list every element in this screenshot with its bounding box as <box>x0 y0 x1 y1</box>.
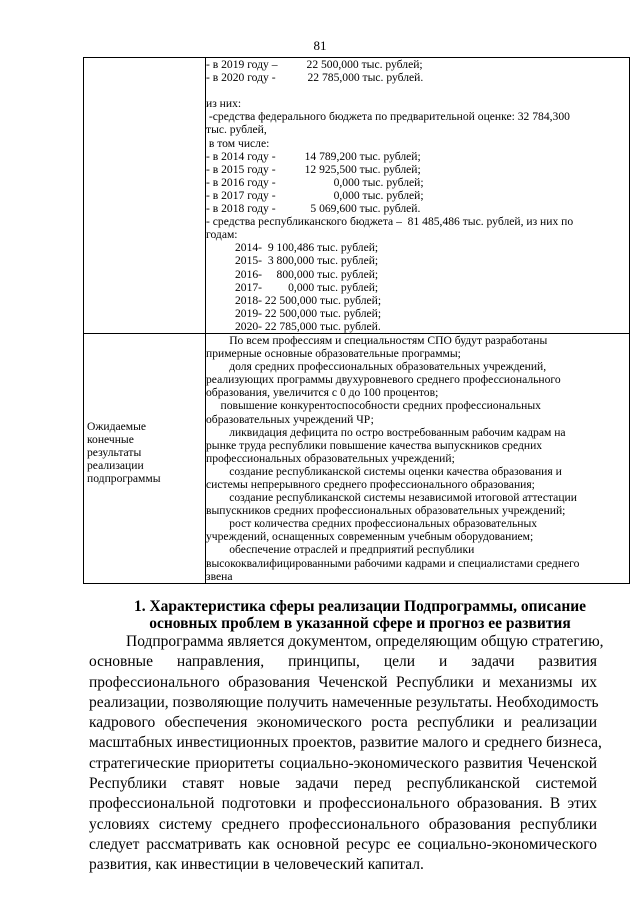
financing-line: тыс. рублей, <box>206 123 267 137</box>
results-label-line: результаты <box>87 446 142 460</box>
results-line: выпускников средних профессиональных образовательных учреждений; <box>206 504 566 518</box>
paragraph-line: профессиональной подготовки и профессионального образования. В этих <box>89 795 597 813</box>
body-paragraph <box>89 632 604 876</box>
paragraph-line: Республики ставят новые задачи перед республиканской системой <box>89 775 597 793</box>
financing-row <box>84 58 630 334</box>
paragraph-line: профессионального образования Чеченской Республики и механизмы их <box>89 673 597 691</box>
financing-line: 2016- 800,000 тыс. рублей; <box>206 267 379 281</box>
financing-line: - в 2014 году - 14 789,200 тыс. рублей; <box>206 149 421 163</box>
results-line: рынке труда республики повышение качества выпускников средних <box>206 438 543 452</box>
results-line: профессиональных образовательных учреждений; <box>206 451 455 465</box>
page-number: 81 <box>313 38 327 53</box>
paragraph-line: реализации, позволяющие получить намеченные результаты. Необходимость <box>89 693 599 711</box>
results-line: высококвалифицированными рабочими кадрами и специалистами среднего <box>206 556 580 570</box>
subprogram-passport-table <box>83 57 630 584</box>
results-line: рост количества средних профессиональных образовательных <box>206 517 538 531</box>
section-heading-line: основных проблем в указанной сфере и прогноз ее развития <box>149 615 571 632</box>
results-label-line: реализации <box>87 459 144 473</box>
results-line: обеспечение отраслей и предприятий республики <box>206 543 475 557</box>
financing-label-cell <box>84 58 206 334</box>
financing-line: 2018- 22 500,000 тыс. рублей; <box>206 293 382 307</box>
financing-line: 2015- 3 800,000 тыс. рублей; <box>206 254 379 268</box>
results-row <box>84 333 630 583</box>
financing-line: - в 2015 году - 12 925,500 тыс. рублей; <box>206 162 421 176</box>
financing-line: в том числе: <box>206 136 270 150</box>
financing-line: из них: <box>206 97 242 111</box>
financing-line: 2020- 22 785,000 тыс. рублей. <box>206 319 381 333</box>
results-line: ликвидация дефицита по остро востребованным рабочим кадрам на <box>206 425 566 439</box>
results-content-cell <box>206 333 630 583</box>
results-line: звена <box>206 569 233 583</box>
section-heading <box>100 598 620 632</box>
results-line: примерные основные образовательные программы; <box>206 347 461 361</box>
paragraph-line: условиях систему среднего профессионального образования республики <box>89 815 597 833</box>
results-line: По всем профессиям и специальностям СПО будут разработаны <box>206 333 548 347</box>
paragraph-line: кадрового обеспечения экономического роста республики и реализации <box>89 714 597 732</box>
results-line: реализующих программы двухуровневого среднего профессионального <box>206 373 561 387</box>
financing-line: 2019- 22 500,000 тыс. рублей; <box>206 306 382 320</box>
financing-line: - в 2016 году - 0,000 тыс. рублей; <box>206 175 424 189</box>
financing-line <box>206 84 629 97</box>
results-label-line: подпрограммы <box>87 472 161 486</box>
financing-line: 2017- 0,000 тыс. рублей; <box>206 280 379 294</box>
results-line: системы непрерывного среднего профессионального образования; <box>206 478 535 491</box>
financing-line: - в 2017 году - 0,000 тыс. рублей; <box>206 188 424 202</box>
results-label-line: Ожидаемые <box>87 419 147 433</box>
paragraph-line: масштабных инвестиционных проектов, развитие малого и среднего бизнеса, <box>89 734 602 752</box>
results-label-line: конечные <box>87 433 134 447</box>
paragraph-line: стратегические приоритеты социально-экономического развития Чеченской <box>89 754 597 772</box>
financing-line: -средства федерального бюджета по предварительной оценке: 32 784,300 <box>206 110 570 124</box>
paragraph-line: развития, как инвестиции в человеческий капитал. <box>89 856 424 874</box>
paragraph-line: основные направления, принципы, цели и задачи развития <box>89 653 597 671</box>
financing-line: - в 2018 году - 5 069,600 тыс. рублей. <box>206 202 421 216</box>
results-line: доля средних профессиональных образовательных учреждений, <box>206 360 547 374</box>
financing-line: годам: <box>206 228 238 242</box>
financing-line: 2014- 9 100,486 тыс. рублей; <box>206 241 379 255</box>
financing-line: - в 2020 году - 22 785,000 тыс. рублей. <box>206 71 424 85</box>
section-heading-line: 1. Характеристика сферы реализации Подпрограммы, описание <box>133 598 587 615</box>
financing-line: - в 2019 году – 22 500,000 тыс. рублей; <box>206 58 423 71</box>
financing-line: - средства республиканского бюджета – 81 485,486 тыс. рублей, из них по <box>206 215 574 229</box>
results-line: повышение конкурентоспособности средних профессиональных <box>206 399 541 413</box>
results-line: образования, увеличится с 0 до 100 процентов; <box>206 386 439 400</box>
financing-content-cell <box>206 58 630 334</box>
results-line: создание республиканской системы независимой итоговой аттестации <box>206 491 577 505</box>
results-line: создание республиканской системы оценки качества образования и <box>206 464 562 478</box>
results-line: образовательных учреждений ЧР; <box>206 412 374 426</box>
paragraph-line: Подпрограмма является документом, определяющим общую стратегию, <box>126 633 604 650</box>
paragraph-line: следует рассматривать как основной ресурс ее социально-экономического <box>89 835 597 853</box>
results-label-cell <box>84 333 206 583</box>
results-line: учреждений, оснащенных современным учебным оборудованием; <box>206 530 534 544</box>
